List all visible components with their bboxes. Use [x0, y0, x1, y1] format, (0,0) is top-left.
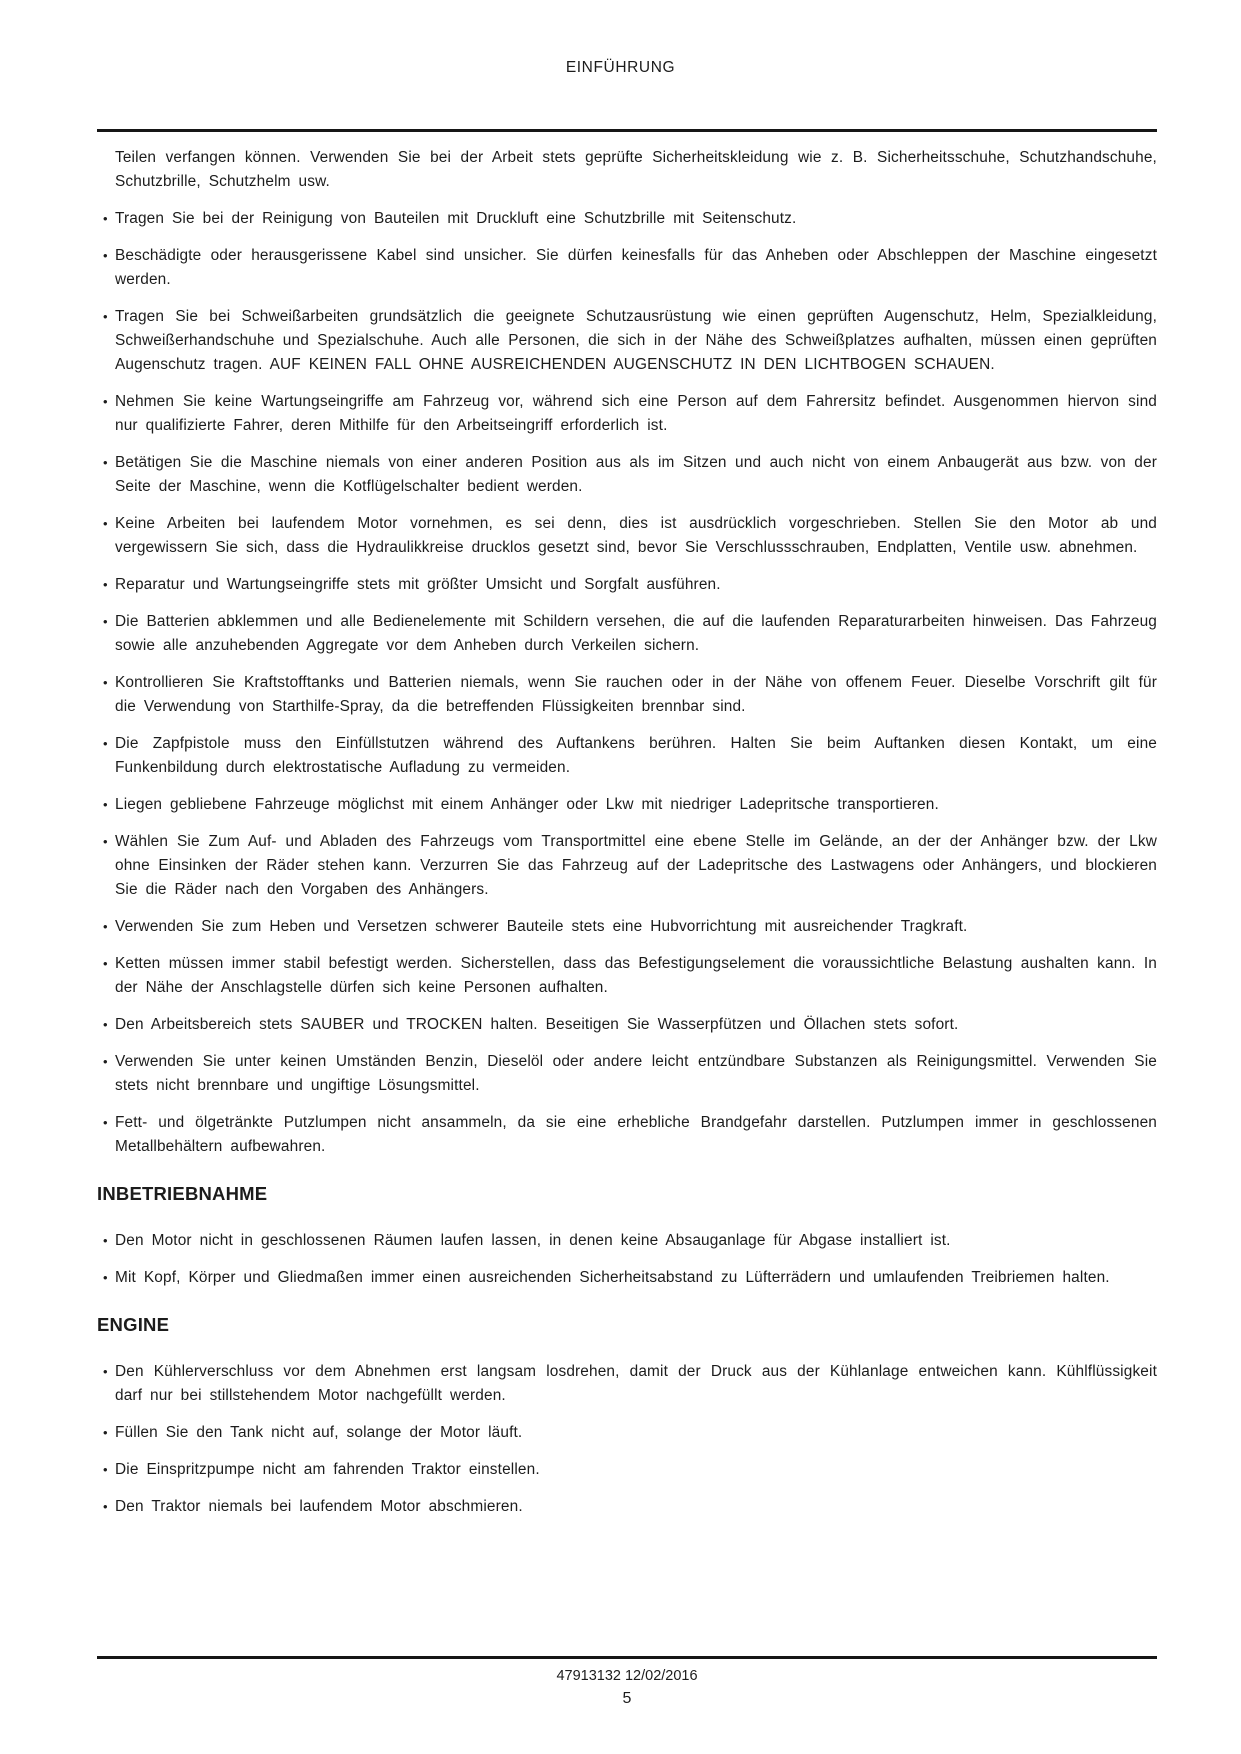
bullet-item: • Verwenden Sie unter keinen Umständen Benzin, Dieselöl oder andere leicht entzündbare Substanzen als Reinigungsmittel. Verwenden Sie stets nicht brennbare und ungiftige Lösungsmittel.	[115, 1050, 1157, 1098]
bullet-item: • Nehmen Sie keine Wartungseingriffe am Fahrzeug vor, während sich eine Person auf dem Fahrersitz befindet. Ausgenommen hiervon sind nur qualifizierte Fahrer, deren Mithilfe für den Arbeitseingriff erforderlich ist.	[115, 390, 1157, 438]
bullet-item: • Keine Arbeiten bei laufendem Motor vornehmen, es sei denn, dies ist ausdrücklich vorgeschrieben. Stellen Sie den Motor ab und vergewissern Sie sich, dass die Hydraulikkreise drucklos gesetzt sind, bevor Sie Verschlussschrauben, Endplatten, Ventile usw. abnehmen.	[115, 512, 1157, 560]
section-heading-engine: ENGINE	[97, 1314, 170, 1335]
page-title: EINFÜHRUNG	[565, 59, 676, 76]
page-footer	[97, 1656, 1157, 1709]
bullet-item: • Mit Kopf, Körper und Gliedmaßen immer einen ausreichenden Sicherheitsabstand zu Lüfterrädern und umlaufenden Treibriemen halten.	[115, 1266, 1157, 1290]
footer-divider	[97, 1656, 1157, 1659]
bullet-item: • Beschädigte oder herausgerissene Kabel sind unsicher. Sie dürfen keinesfalls für das Anheben oder Abschleppen der Maschine eingesetzt werden.	[115, 244, 1157, 292]
engine-bullet-list	[97, 1360, 1157, 1519]
bullet-item: • Tragen Sie bei der Reinigung von Bauteilen mit Druckluft eine Schutzbrille mit Seitenschutz.	[115, 207, 1157, 231]
header-divider	[97, 129, 1157, 132]
bullet-item: • Die Einspritzpumpe nicht am fahrenden Traktor einstellen.	[115, 1458, 1157, 1482]
inbetriebnahme-bullet-list	[97, 1229, 1157, 1290]
bullet-item: • Reparatur und Wartungseingriffe stets mit größter Umsicht und Sorgfalt ausführen.	[115, 573, 1157, 597]
section-heading-inbetriebnahme: INBETRIEBNAHME	[97, 1183, 268, 1204]
bullet-item: • Die Batterien abklemmen und alle Bedienelemente mit Schildern versehen, die auf die laufenden Reparaturarbeiten hinweisen. Das Fahrzeug sowie alle anzuhebenden Aggregate vor dem Anheben durch Verkeilen sichern.	[115, 610, 1157, 658]
document-reference: 47913132 12/02/2016	[556, 1668, 698, 1684]
bullet-item: • Den Motor nicht in geschlossenen Räumen laufen lassen, in denen keine Absauganlage für Abgase installiert ist.	[115, 1229, 1157, 1253]
bullet-item: • Wählen Sie Zum Auf- und Abladen des Fahrzeugs vom Transportmittel eine ebene Stelle im Gelände, an der der Anhänger bzw. der Lkw ohne Einsinken der Räder stehen kann. Verzurren Sie das Fahrzeug auf der Ladepritsche des Lastwagens oder Anhängers, und blockieren Sie die Räder nach den Vorgaben des Anhängers.	[115, 830, 1157, 902]
bullet-item: • Ketten müssen immer stabil befestigt werden. Sicherstellen, dass das Befestigungselement die voraussichtliche Belastung aushalten kann. In der Nähe der Anschlagstelle dürfen sich keine Personen aufhalten.	[115, 952, 1157, 1000]
bullet-item: • Fett- und ölgetränkte Putzlumpen nicht ansammeln, da sie eine erhebliche Brandgefahr darstellen. Putzlumpen immer in geschlossenen Metallbehältern aufbewahren.	[115, 1111, 1157, 1159]
bullet-item: • Kontrollieren Sie Kraftstofftanks und Batterien niemals, wenn Sie rauchen oder in der Nähe von offenem Feuer. Dieselbe Vorschrift gilt für die Verwendung von Starthilfe-Spray, da die betreffenden Flüssigkeiten brennbar sind.	[115, 671, 1157, 719]
bullet-item: • Liegen gebliebene Fahrzeuge möglichst mit einem Anhänger oder Lkw mit niedriger Ladepritsche transportieren.	[115, 793, 1157, 817]
bullet-item: • Verwenden Sie zum Heben und Versetzen schwerer Bauteile stets eine Hubvorrichtung mit ausreichender Tragkraft.	[115, 915, 1157, 939]
bullet-item: • Die Zapfpistole muss den Einfüllstutzen während des Auftankens berühren. Halten Sie beim Auftanken diesen Kontakt, um eine Funkenbildung durch elektrostatische Aufladung zu vermeiden.	[115, 732, 1157, 780]
bullet-item: • Den Arbeitsbereich stets SAUBER und TROCKEN halten. Beseitigen Sie Wasserpfützen und Öllachen stets sofort.	[115, 1013, 1157, 1037]
intro-paragraph: Teilen verfangen können. Verwenden Sie bei der Arbeit stets geprüfte Sicherheitskleidung wie z. B. Sicherheitsschuhe, Schutzhandschuhe, Schutzbrille, Schutzhelm usw.	[115, 149, 1157, 190]
bullet-item: • Füllen Sie den Tank nicht auf, solange der Motor läuft.	[115, 1421, 1157, 1445]
page-number: 5	[622, 1690, 632, 1707]
bullet-item: • Betätigen Sie die Maschine niemals von einer anderen Position aus als im Sitzen und auch nicht von einem Anbaugerät aus bzw. von der Seite der Maschine, wenn die Kotflügelschalter bedient werden.	[115, 451, 1157, 499]
page-header	[0, 0, 1241, 78]
bullet-item: • Den Kühlerverschluss vor dem Abnehmen erst langsam losdrehen, damit der Druck aus der Kühlanlage entweichen kann. Kühlflüssigkeit darf nur bei stillstehendem Motor nachgefüllt werden.	[115, 1360, 1157, 1408]
bullet-item: • Den Traktor niemals bei laufendem Motor abschmieren.	[115, 1495, 1157, 1519]
bullet-item: • Tragen Sie bei Schweißarbeiten grundsätzlich die geeignete Schutzausrüstung wie einen geprüften Augenschutz, Helm, Spezialkleidung, Schweißerhandschuhe und Spezialschuhe. Auch alle Personen, die sich in der Nähe des Schweißplatzes aufhalten, müssen einen geprüften Augenschutz tragen. AUF KEINEN FALL OHNE AUSREICHENDEN AUGENSCHUTZ IN DEN LICHTBOGEN SCHAUEN.	[115, 305, 1157, 377]
page-content	[97, 129, 1157, 1532]
safety-bullet-list	[97, 207, 1157, 1159]
